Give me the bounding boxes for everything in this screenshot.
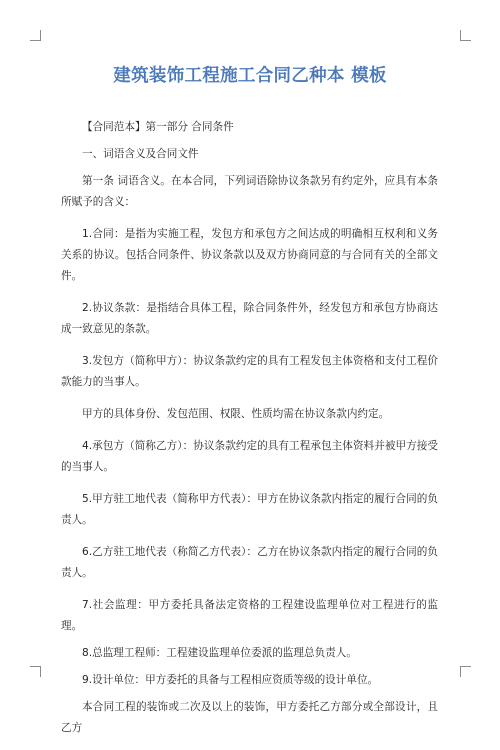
note-paragraph: 甲方的具体身份、发包范围、权限、性质均需在协议条款内约定。 — [82, 408, 390, 420]
document-body — [61, 117, 438, 750]
section-heading: 【合同范本】第一部分 合同条件 — [82, 121, 234, 133]
crop-mark-bottom-right — [460, 666, 471, 677]
crop-mark-top-left — [30, 30, 41, 41]
definition-paragraph: 9.设计单位：甲方委托的具备与工程相应资质等级的设计单位。 — [82, 674, 379, 686]
definition-paragraph: 4.承包方（简称乙方）：协议条款约定的具有工程承包主体资料并被甲方接受的当事人。 — [61, 440, 438, 473]
definition-paragraph: 7.社会监理：甲方委托具备法定资格的工程建设监理单位对工程进行的监理。 — [61, 599, 438, 632]
article-paragraph: 第一条 词语含义。在本合同，下列词语除协议条款另有约定外，应具有本条所赋予的含义： — [61, 175, 438, 208]
definition-paragraph: 8.总监理工程师：工程建设监理单位委派的监理总负责人。 — [82, 647, 357, 659]
definition-paragraph: 2.协议条款：是指结合具体工程，除合同条件外，经发包方和承包方协商达成一致意见的条款。 — [61, 302, 438, 335]
document-title: 建筑装饰工程施工合同乙种本 模板 — [113, 66, 387, 86]
crop-mark-bottom-left — [30, 666, 41, 677]
definition-paragraph: 1.合同：是指为实施工程，发包方和承包方之间达成的明确相互权利和义务关系的协议。包括合同条件、协议条款以及双方协商同意的与合同有关的全部文件。 — [61, 228, 438, 282]
crop-mark-top-right — [460, 30, 471, 41]
definition-paragraph: 6.乙方驻工地代表（称简乙方代表）：乙方在协议条款内指定的履行合同的负责人。 — [61, 546, 438, 579]
definition-paragraph: 3.发包方（简称甲方）：协议条款约定的具有工程发包主体资格和支付工程价款能力的当事人。 — [61, 355, 438, 388]
definition-paragraph: 5.甲方驻工地代表（简称甲方代表）：甲方在协议条款内指定的履行合同的负责人。 — [61, 493, 438, 526]
chapter-heading: 一、词语含义及合同文件 — [82, 148, 199, 160]
body-paragraph: 本合同工程的装饰或二次及以上的装饰，甲方委托乙方部分或全部设计，且乙方 — [61, 701, 438, 734]
